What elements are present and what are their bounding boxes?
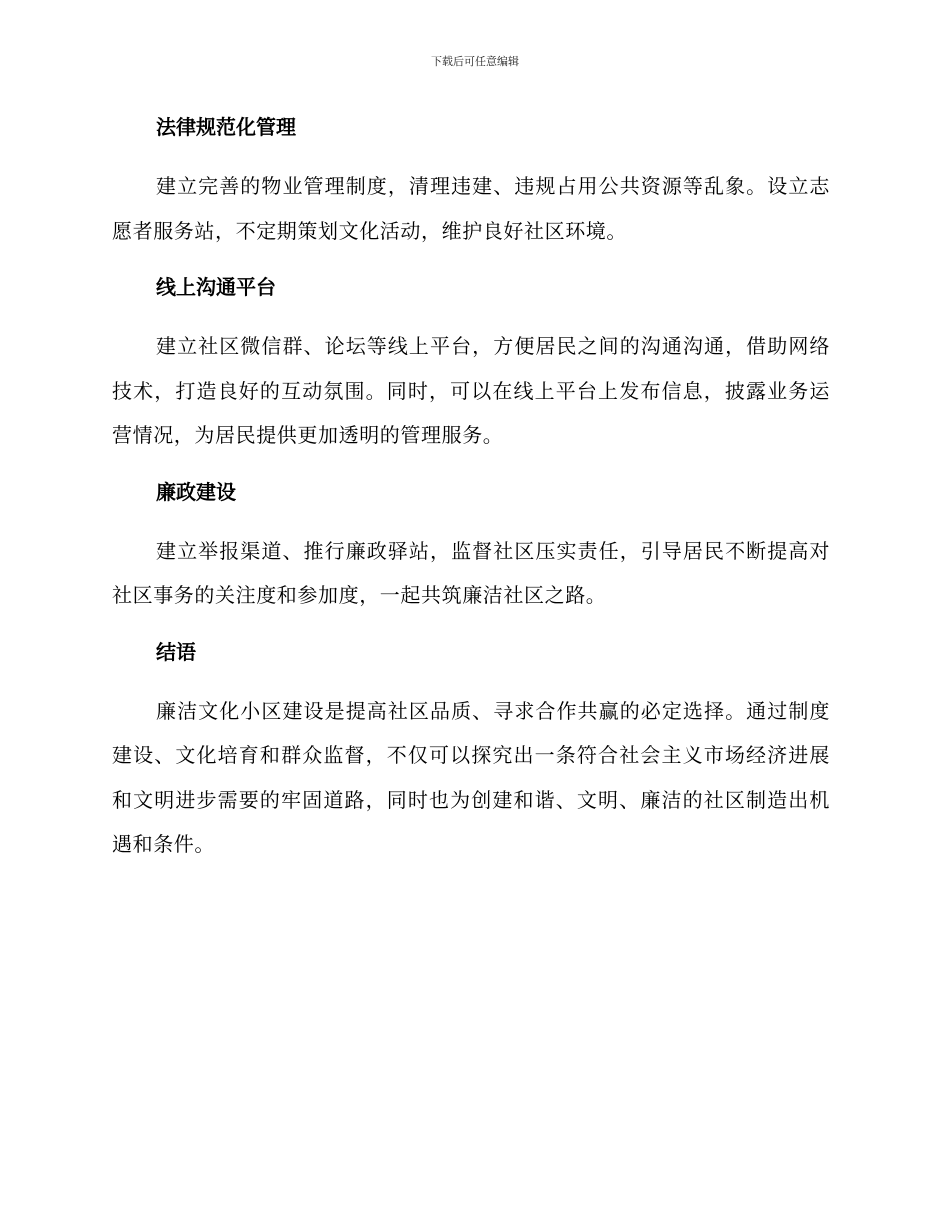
section-paragraph-conclusion: 廉洁文化小区建设是提高社区品质、寻求合作共赢的必定选择。通过制度建设、文化培育和群众监督，不仅可以探究出一条符合社会主义市场经济进展和文明进步需要的牢固道路，同时也为创建和谐、文明、廉洁的社区制造出机遇和条件。 (112, 698, 830, 856)
section-heading-conclusion: 结语 (156, 639, 196, 664)
section-paragraph-online-platform: 建立社区微信群、论坛等线上平台，方便居民之间的沟通沟通，借助网络技术，打造良好的互动氛围。同时，可以在线上平台上发布信息，披露业务运营情况，为居民提供更加透明的管理服务。 (112, 334, 830, 447)
spacer (112, 253, 830, 272)
spacer (112, 667, 830, 689)
section-heading-online-platform: 线上沟通平台 (156, 275, 276, 299)
document-body (112, 112, 830, 867)
section-heading-integrity: 廉政建设 (156, 479, 236, 504)
spacer (112, 507, 830, 529)
page-header-note: 下载后可任意编辑 (431, 55, 519, 68)
section-paragraph-integrity: 建立举报渠道、推行廉政驿站，监督社区压实责任，引导居民不断提高对社区事务的关注度和参加度，一起共筑廉洁社区之路。 (112, 538, 830, 607)
section-heading-legal: 法律规范化管理 (156, 115, 296, 139)
section-paragraph-legal: 建立完善的物业管理制度，清理违建、违规占用公共资源等乱象。设立志愿者服务站，不定期策划文化活动，维护良好社区环境。 (112, 174, 830, 243)
spacer (112, 142, 830, 164)
spacer (112, 302, 830, 324)
spacer (112, 458, 830, 477)
spacer (112, 618, 830, 637)
